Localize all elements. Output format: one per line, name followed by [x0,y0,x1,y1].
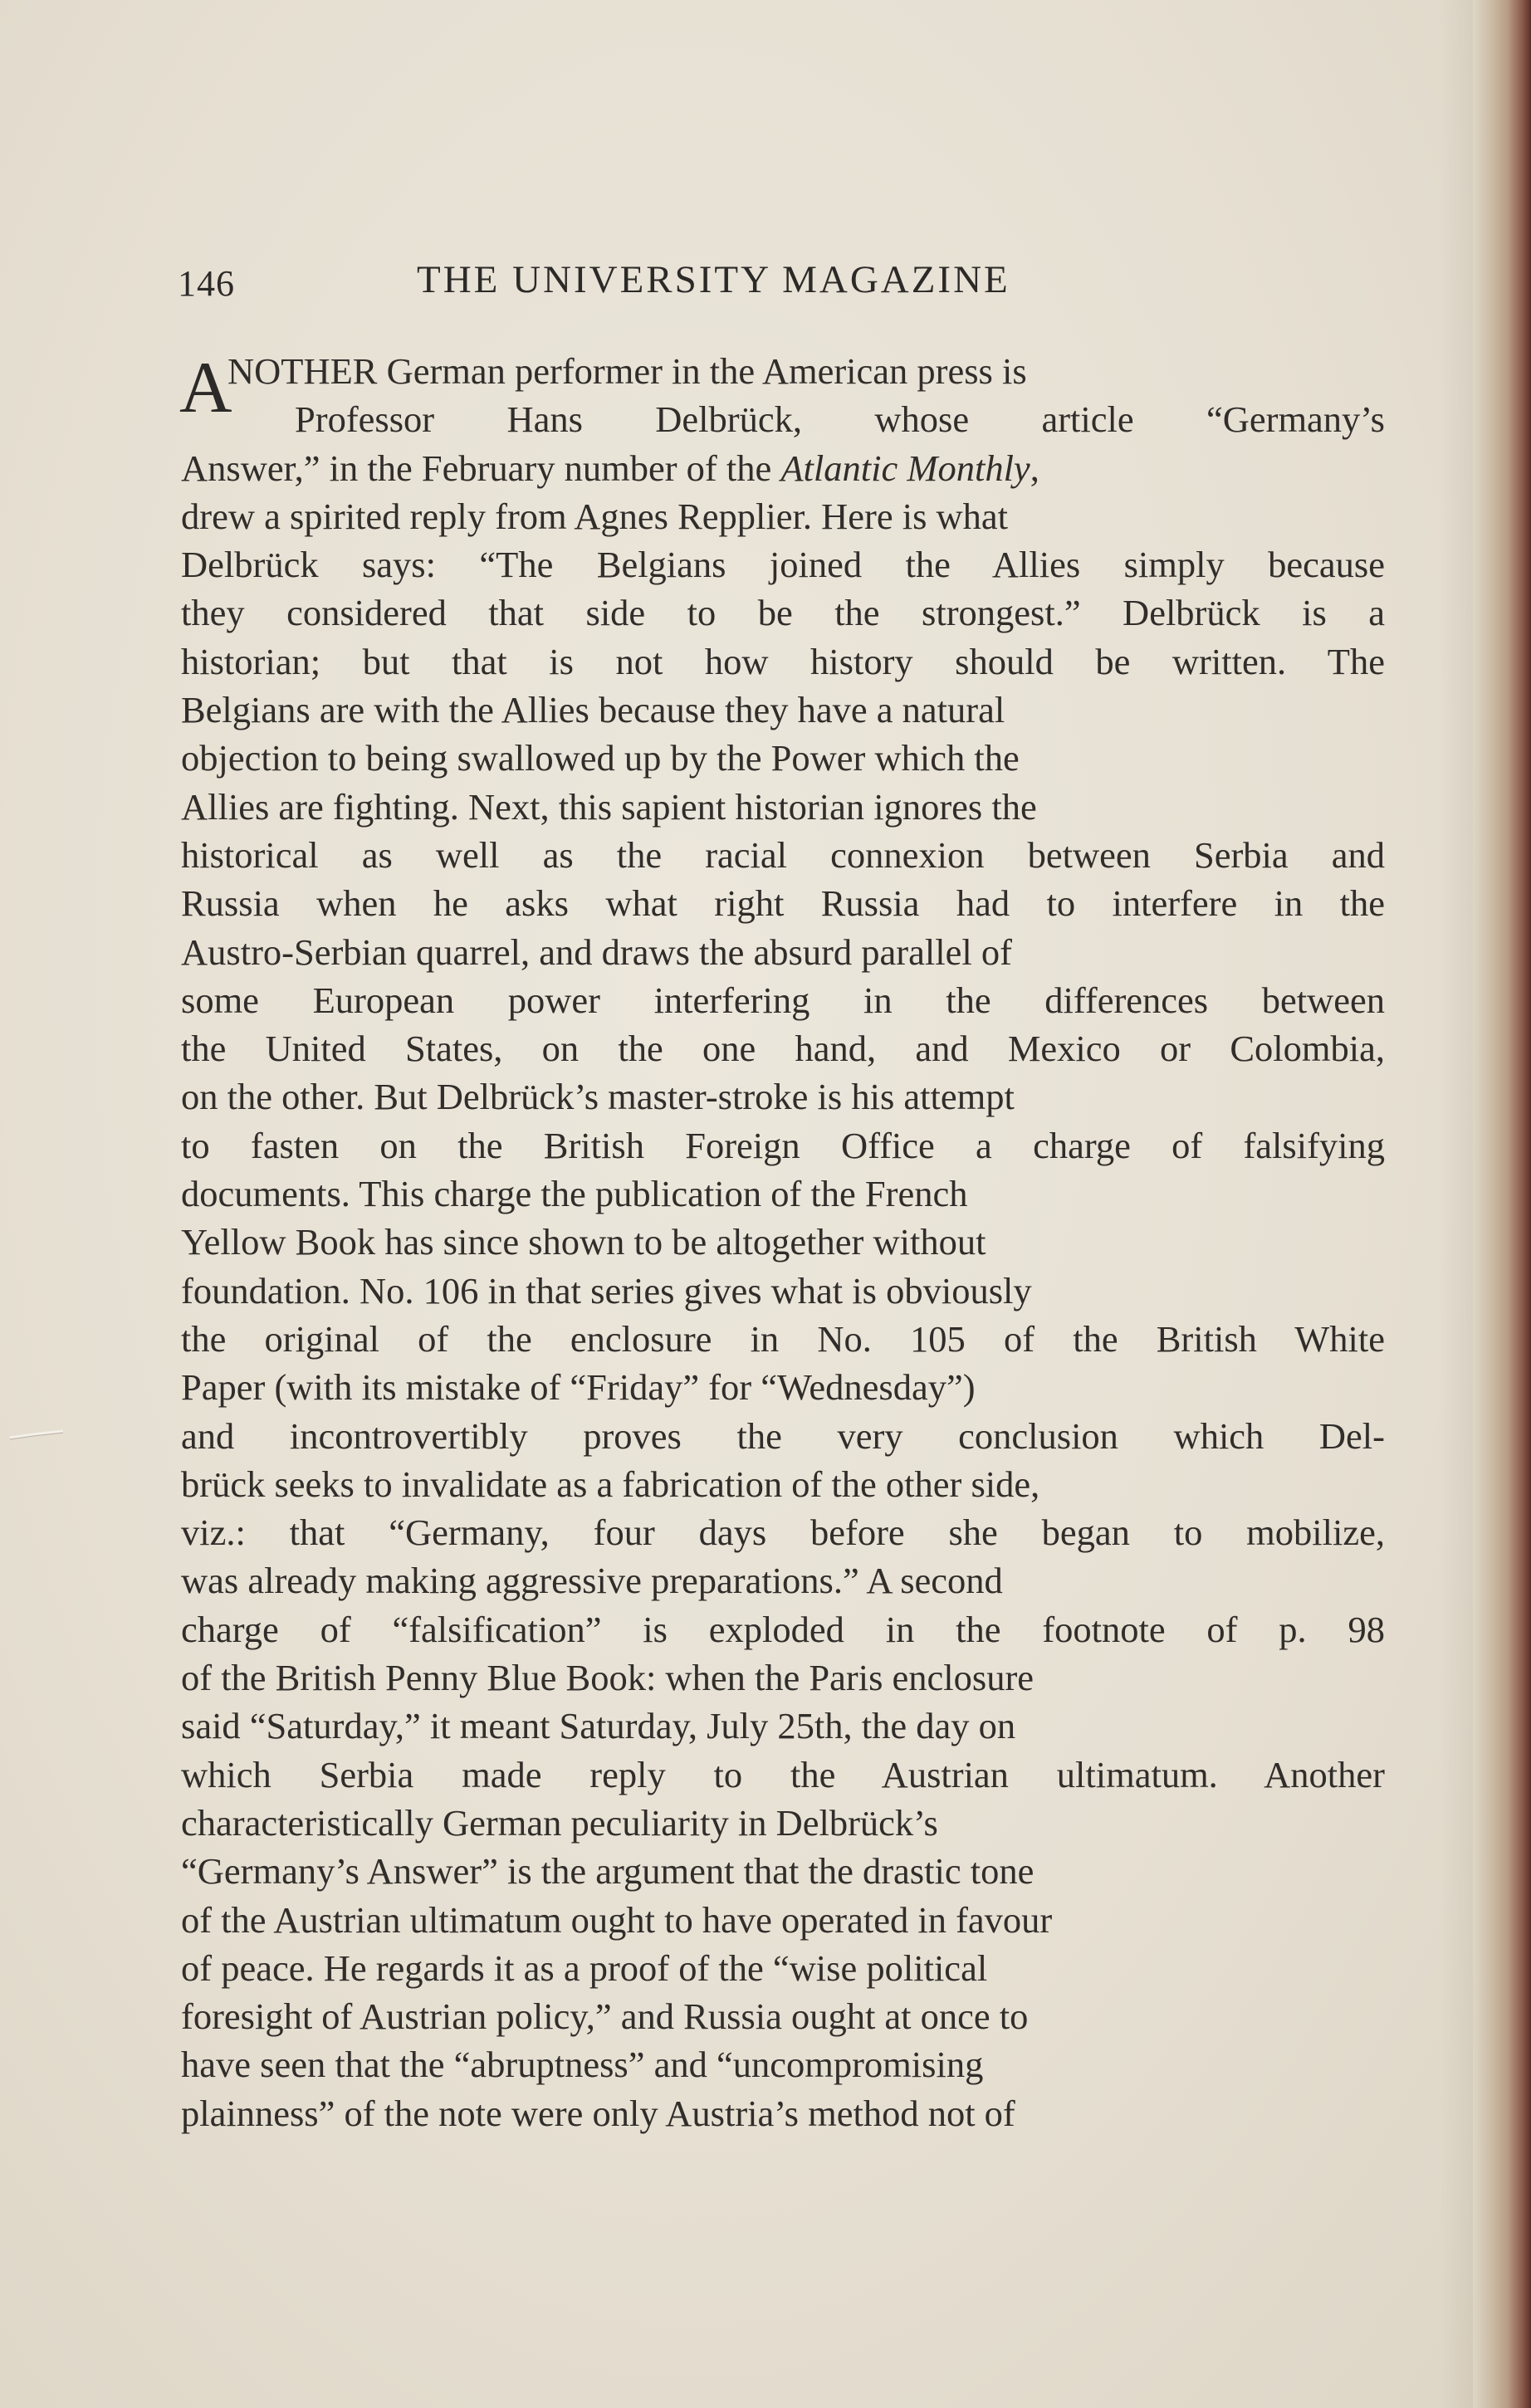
text-line: historical as well as the racial connexion between Serbia and [181,833,1385,876]
text-line: characteristically German peculiarity in Delbrück’s [181,1801,938,1844]
text-line: said “Saturday,” it meant Saturday, July 25th, the day on [181,1705,1016,1747]
text-line: was already making aggressive preparations.” A second [181,1560,1003,1602]
text-line: documents. This charge the publication of the French [181,1173,968,1215]
text-line: of peace. He regards it as a proof of the “wise political [181,1946,988,1989]
spine-shadow [1440,0,1473,2408]
text-line: NOTHER German performer in the American press is [227,350,1027,392]
text-line: the original of the enclosure in No. 105 of the British White [181,1317,1385,1360]
running-title: THE UNIVERSITY MAGAZINE [417,258,1010,301]
drop-cap: A [179,348,232,428]
text-line: Russia when he asks what right Russia had to interfere in the [181,882,1385,925]
paper-crease-mark [8,1429,66,1441]
text-line: have seen that the “abruptness” and “uncompromising [181,2044,984,2086]
article-body [181,347,1385,2137]
text-line: on the other. But Delbrück’s master-stroke is his attempt [181,1076,1015,1118]
text-line: of the Austrian ultimatum ought to have operated in favour [181,1898,1053,1941]
text-line: Yellow Book has since shown to be altogether without [181,1221,986,1263]
text-line: foundation. No. 106 in that series gives what is obviously [181,1269,1032,1311]
text-line: “Germany’s Answer” is the argument that the drastic tone [181,1850,1035,1893]
text-line [181,444,1385,492]
text-line: foresight of Austrian policy,” and Russia ought at once to [181,1995,1029,2038]
page-number: 146 [178,263,235,304]
text-segment: Answer,” in the February number of the [181,447,781,489]
running-header [178,257,1099,315]
journal-title: Atlantic Monthly [780,447,1030,489]
book-spine-edge [1473,0,1531,2408]
text-line: Austro-Serbian quarrel, and draws the absurd parallel of [181,930,1012,973]
text-line: plainness” of the note were only Austria’s method not of [181,2092,1015,2134]
text-line: Allies are fighting. Next, this sapient historian ignores the [181,785,1037,828]
text-line: which Serbia made reply to the Austrian ultimatum. Another [181,1753,1385,1795]
text-line: objection to being swallowed up by the Power which the [181,737,1020,779]
text-line: some European power interfering in the differences between [181,979,1385,1021]
text-line: brück seeks to invalidate as a fabrication of the other side, [181,1463,1040,1505]
text-line: Paper (with its mistake of “Friday” for “Wednesday”) [181,1366,976,1409]
text-line: and incontrovertibly proves the very conclusion which Del- [181,1414,1385,1457]
text-line: viz.: that “Germany, four days before she began to mobilize, [181,1512,1385,1554]
text-line: charge of “falsification” is exploded in the footnote of p. 98 [181,1608,1385,1650]
text-line: Belgians are with the Allies because they have a natural [181,689,1005,731]
text-line: to fasten on the British Foreign Office a charge of falsifying [181,1124,1385,1166]
text-segment: , [1030,447,1039,489]
text-line: they considered that side to be the strongest.” Delbrück is a [181,592,1385,634]
text-line: the United States, on the one hand, and Mexico or Colombia, [181,1028,1385,1070]
text-line: of the British Penny Blue Book: when the Paris enclosure [181,1657,1035,1699]
text-line: drew a spirited reply from Agnes Repplier. Here is what [181,495,1009,537]
text-line: Delbrück says: “The Belgians joined the Allies simply because [181,544,1385,586]
text-line: Professor Hans Delbrück, whose article “Germany’s [295,398,1385,441]
text-line: historian; but that is not how history should be written. The [181,640,1385,682]
